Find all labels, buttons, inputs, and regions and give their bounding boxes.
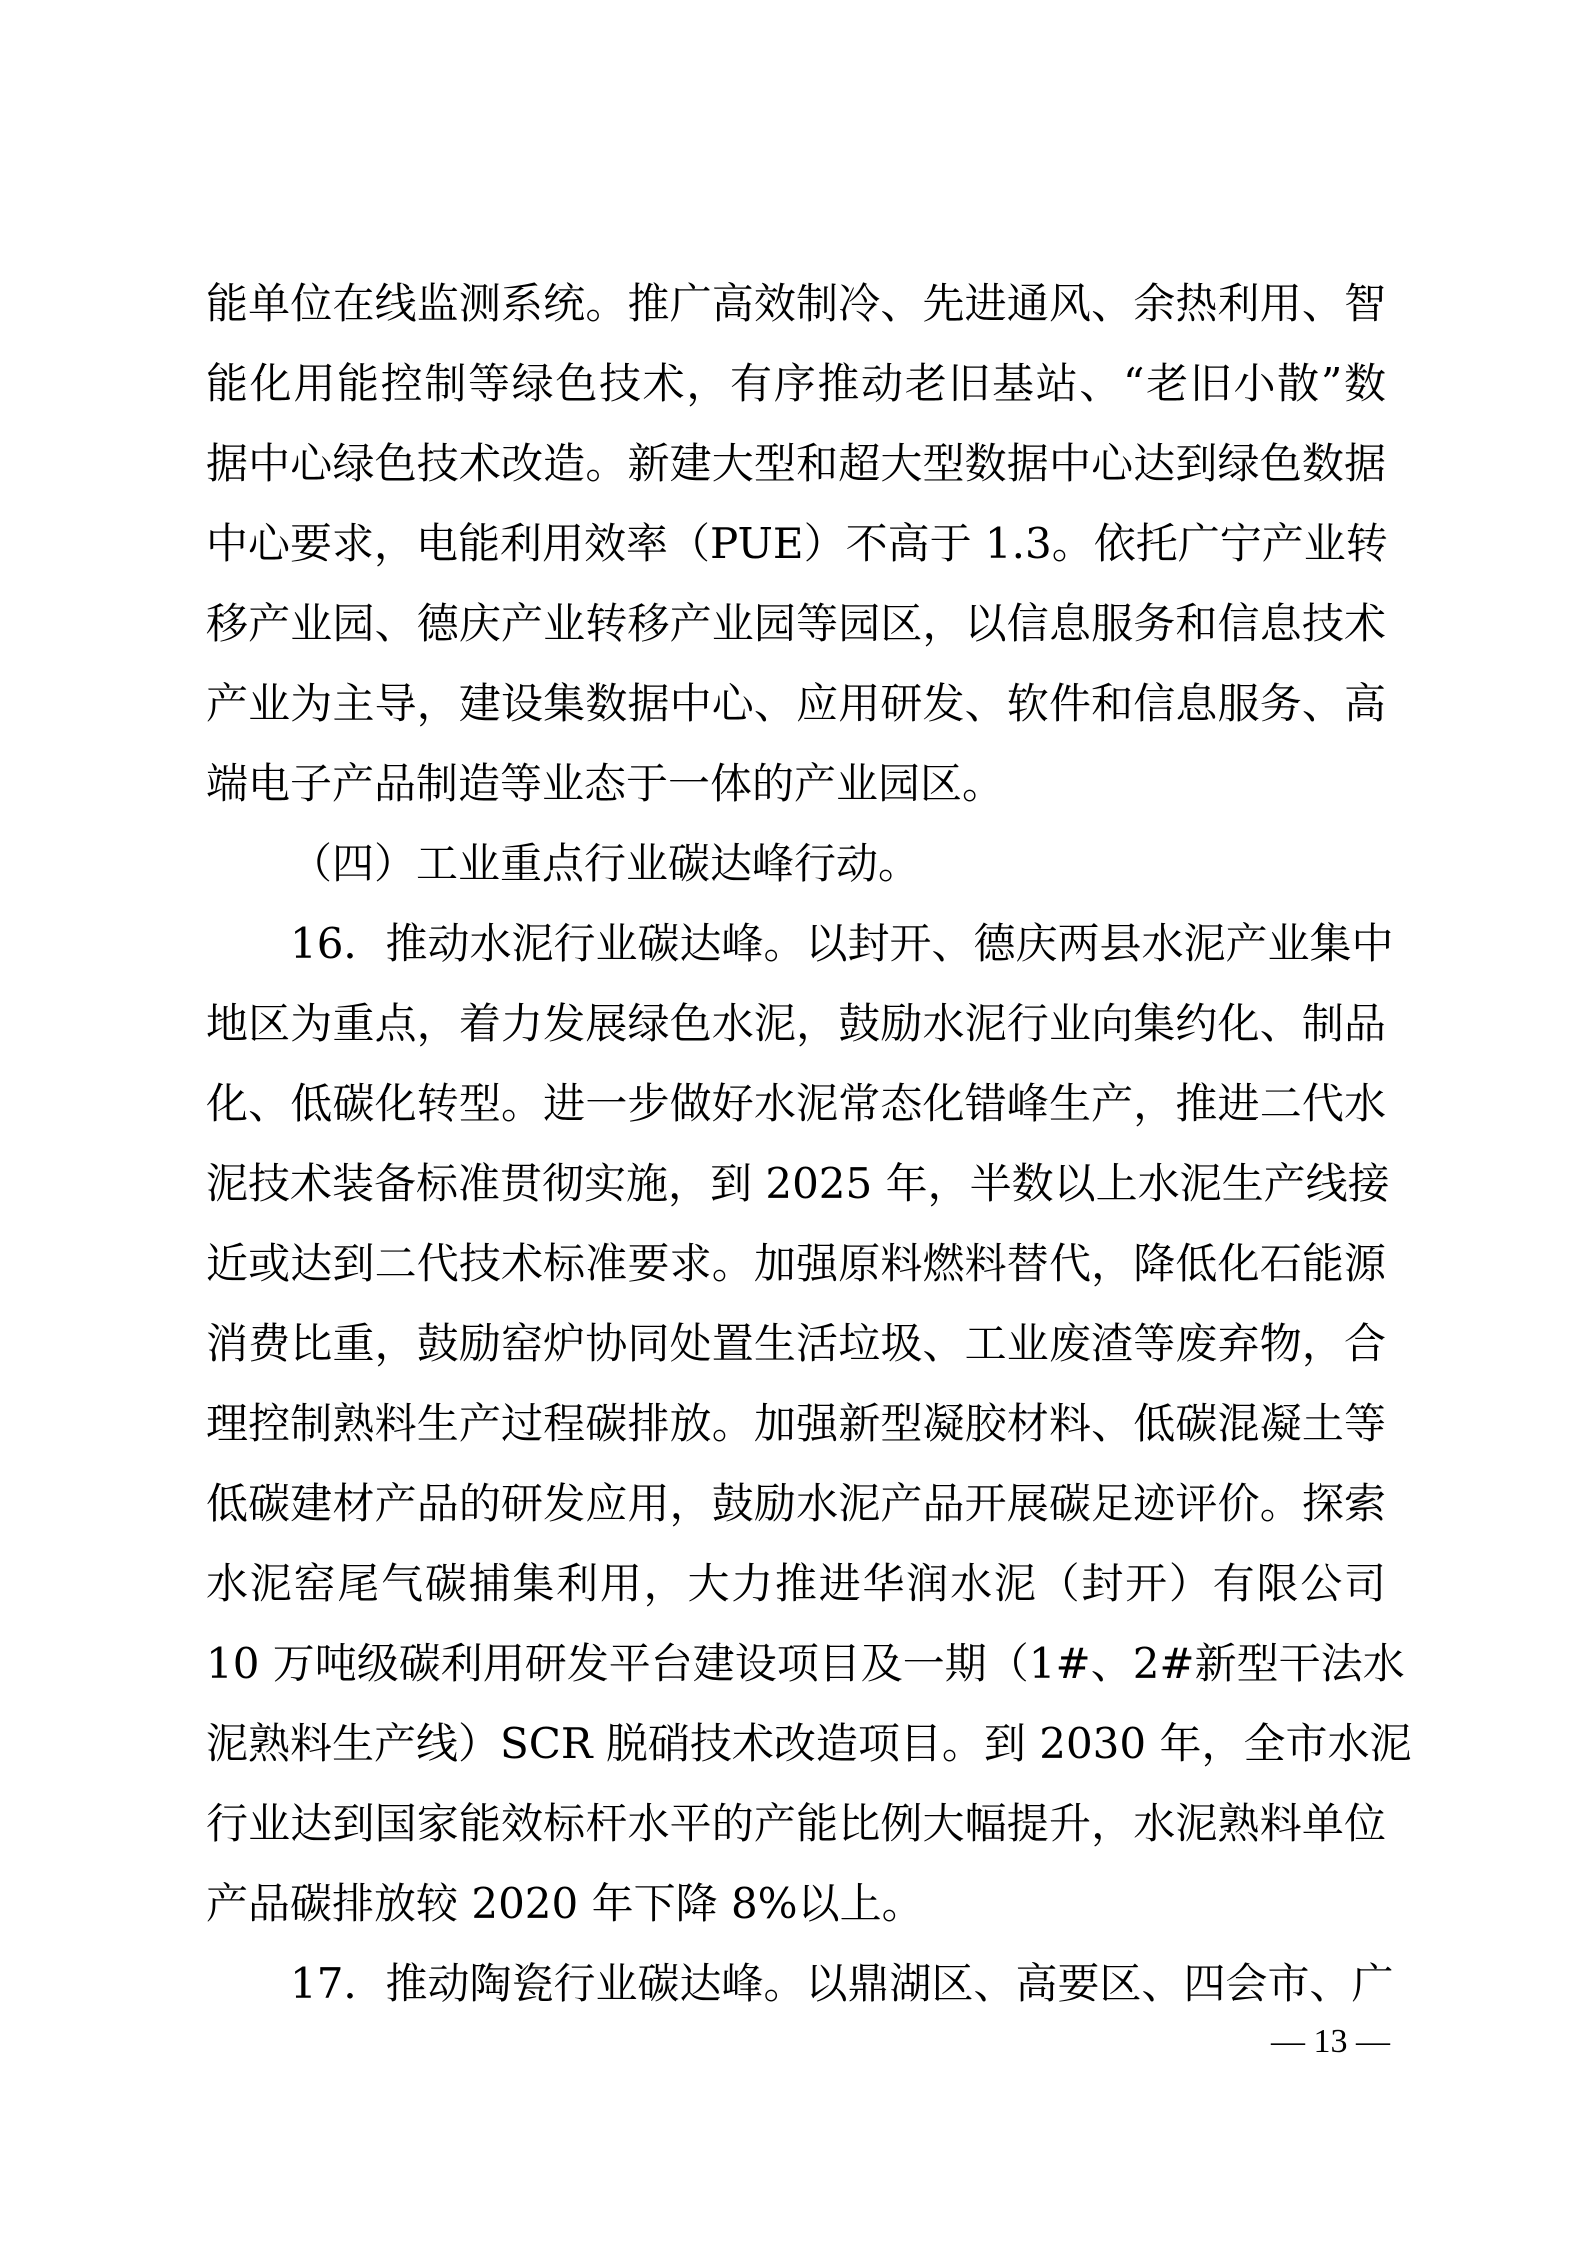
- body-line: 移产业园、德庆产业转移产业园等园区，以信息服务和信息技术: [206, 599, 1386, 648]
- body-line: 近或达到二代技术标准要求。加强原料燃料替代，降低化石能源: [206, 1239, 1386, 1288]
- body-line: 理控制熟料生产过程碳排放。加强新型凝胶材料、低碳混凝土等: [206, 1399, 1386, 1448]
- section-heading: （四）工业重点行业碳达峰行动。: [290, 839, 921, 888]
- item-heading-line: 16．推动水泥行业碳达峰。以封开、德庆两县水泥产业集中: [290, 919, 1394, 968]
- body-line: 能单位在线监测系统。推广高效制冷、先进通风、余热利用、智: [206, 279, 1386, 328]
- body-line: 行业达到国家能效标杆水平的产能比例大幅提升，水泥熟料单位: [206, 1799, 1386, 1848]
- body-line: 消费比重，鼓励窑炉协同处置生活垃圾、工业废渣等废弃物，合: [206, 1319, 1386, 1368]
- body-line: 产品碳排放较 2020 年下降 8%以上。: [206, 1879, 924, 1928]
- body-line: 化、低碳化转型。进一步做好水泥常态化错峰生产，推进二代水: [206, 1079, 1386, 1128]
- body-line: 据中心绿色技术改造。新建大型和超大型数据中心达到绿色数据: [206, 439, 1386, 488]
- body-line: 泥熟料生产线）SCR 脱硝技术改造项目。到 2030 年，全市水泥: [206, 1719, 1412, 1768]
- body-line: 10 万吨级碳利用研发平台建设项目及一期（1#、2#新型干法水: [206, 1639, 1405, 1688]
- body-line: 地区为重点，着力发展绿色水泥，鼓励水泥行业向集约化、制品: [206, 999, 1386, 1048]
- body-line: 产业为主导，建设集数据中心、应用研发、软件和信息服务、高: [206, 679, 1386, 728]
- item-heading-line: 17．推动陶瓷行业碳达峰。以鼎湖区、高要区、四会市、广: [290, 1959, 1394, 2008]
- body-line: 水泥窑尾气碳捕集利用，大力推进华润水泥（封开）有限公司: [206, 1559, 1386, 1608]
- body-line: 低碳建材产品的研发应用，鼓励水泥产品开展碳足迹评价。探索: [206, 1479, 1386, 1528]
- body-line: 中心要求，电能利用效率（PUE）不高于 1.3。依托广宁产业转: [206, 519, 1388, 568]
- body-line: 端电子产品制造等业态于一体的产业园区。: [206, 759, 1005, 808]
- body-line: 泥技术装备标准贯彻实施，到 2025 年，半数以上水泥生产线接: [206, 1159, 1390, 1208]
- page-number: — 13 —: [1271, 2023, 1390, 2060]
- body-line: 能化用能控制等绿色技术，有序推动老旧基站、“老旧小散”数: [206, 359, 1386, 408]
